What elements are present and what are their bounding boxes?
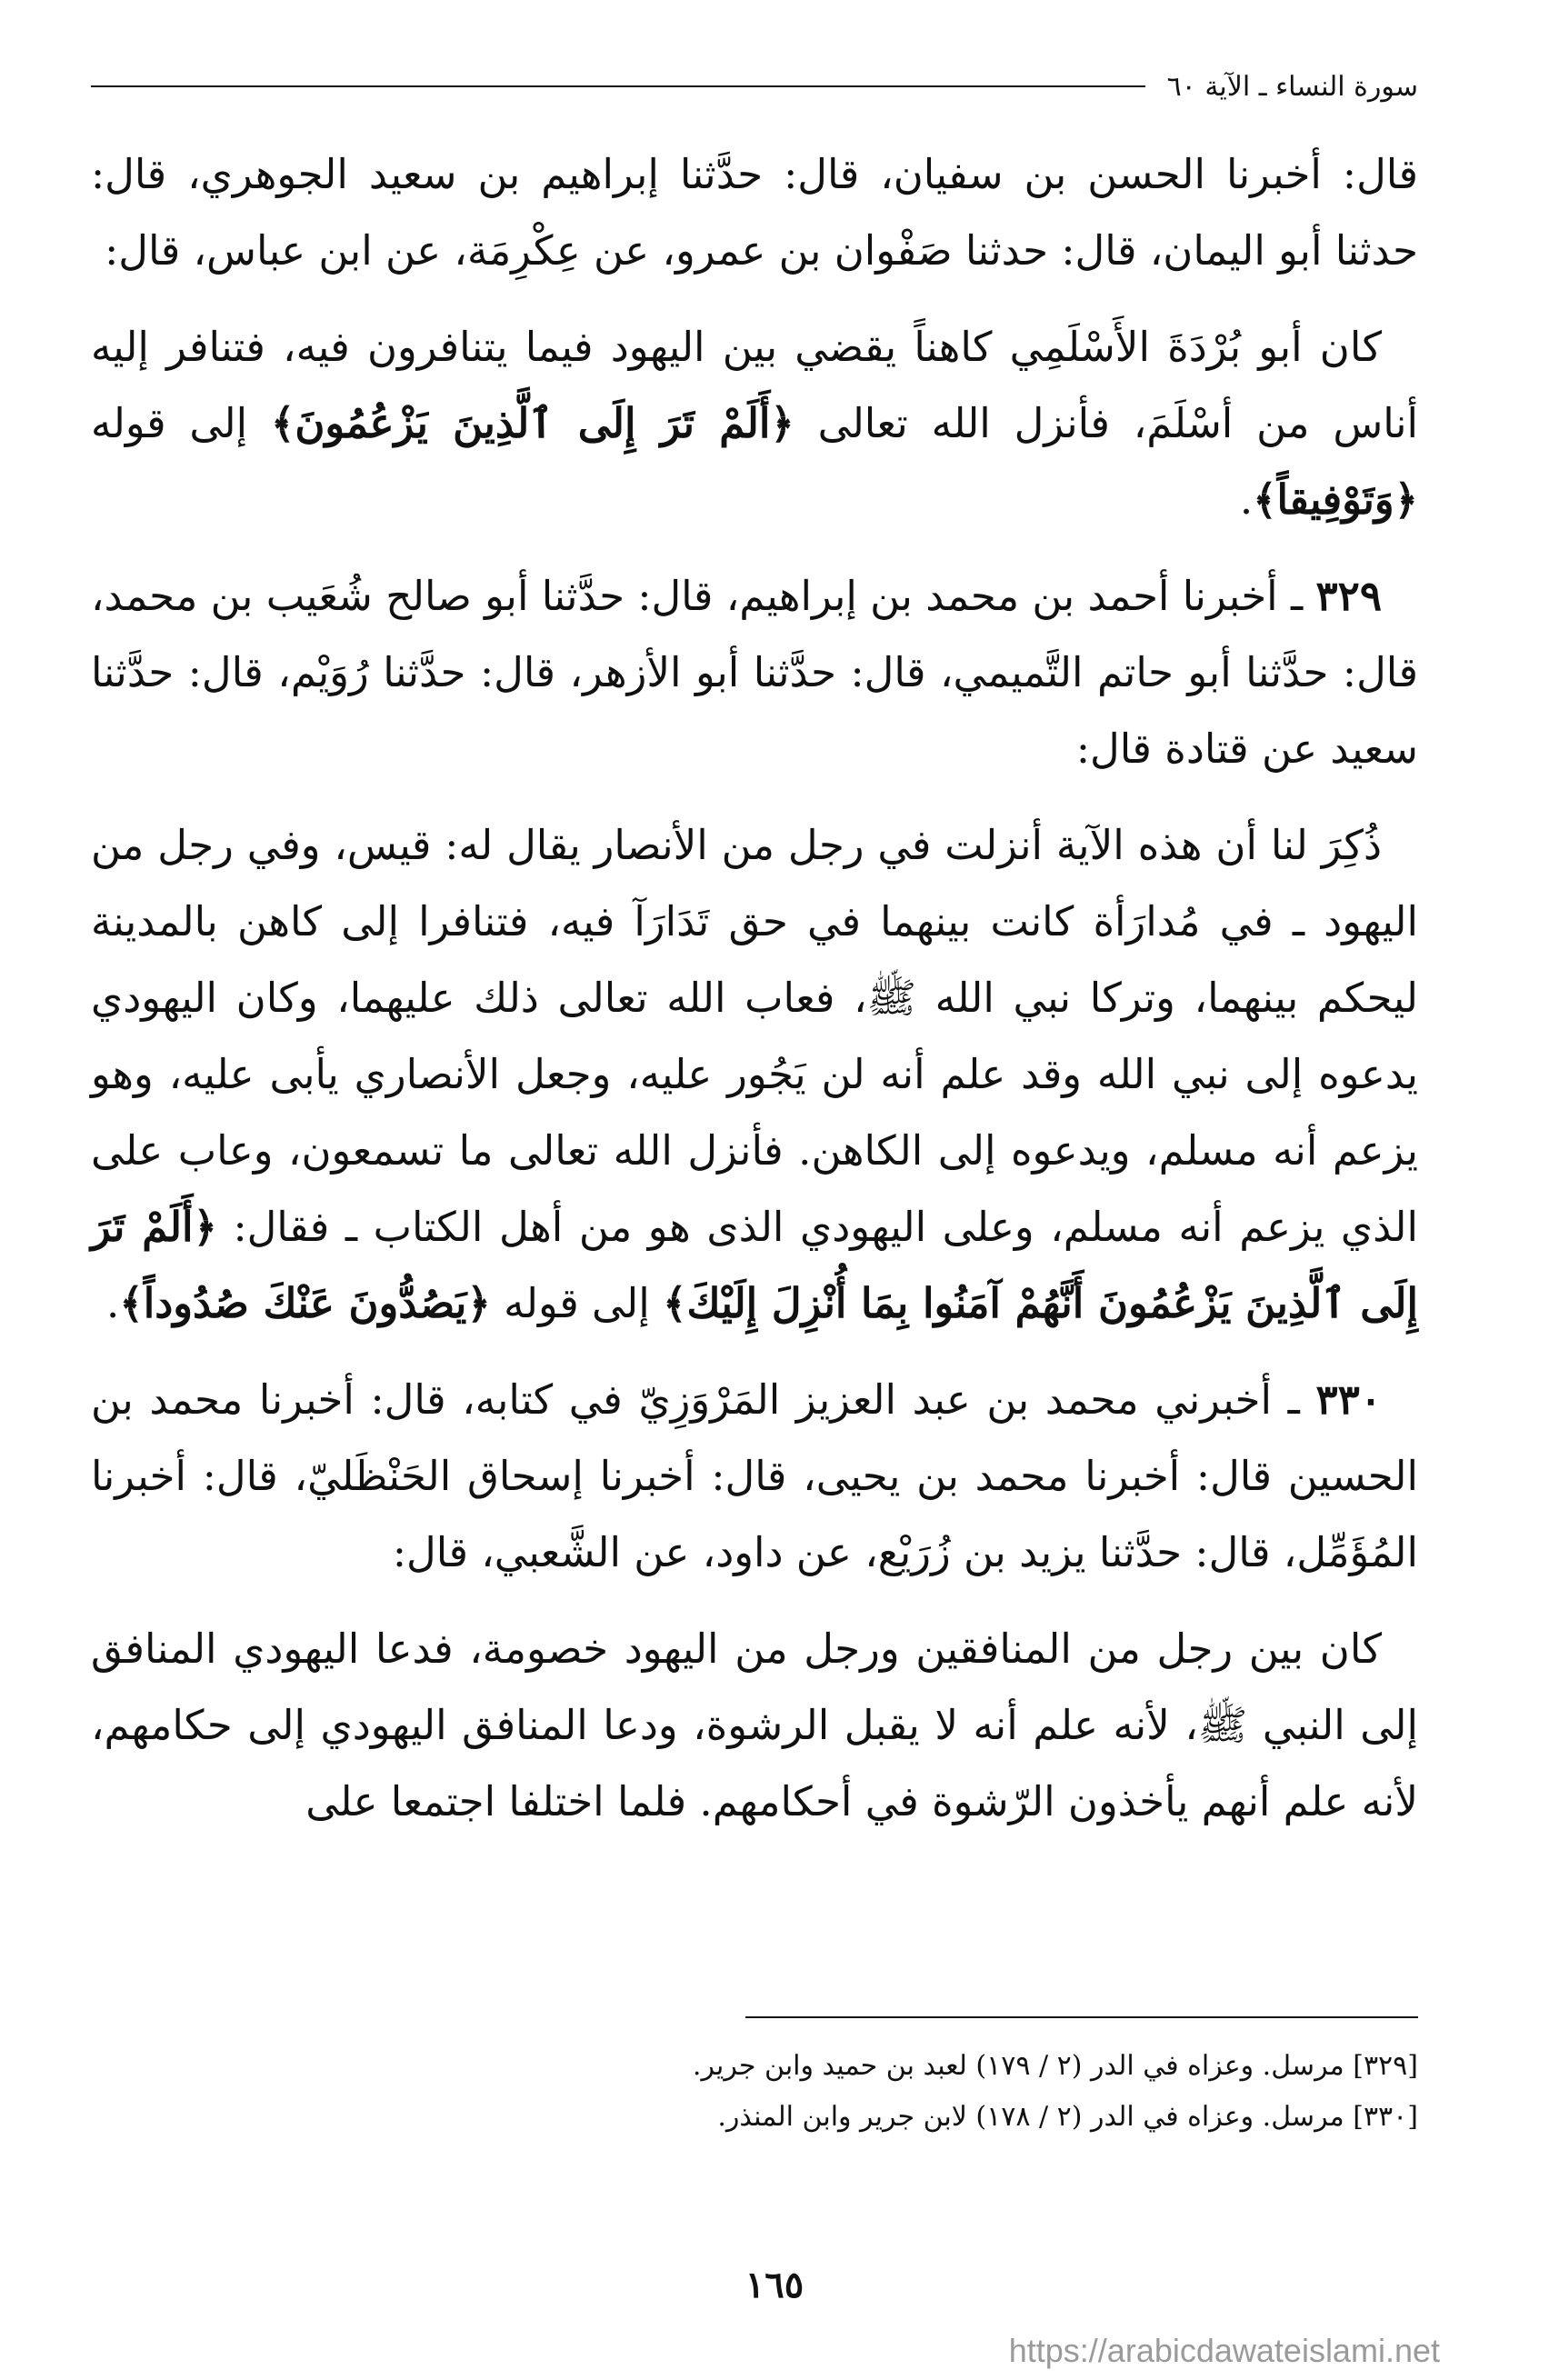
footnote-330: [٣٣٠] مرسل. وعزاه في الدر (٢ / ١٧٨) لابن جرير وابن المنذر. bbox=[717, 2101, 1418, 2133]
paragraph-isnad-1 bbox=[91, 136, 1418, 289]
isnad-text: ـ أخبرنا أحمد بن محمد بن إبراهيم، قال: حدَّثنا أبو صالح شُعَيب بن محمد، قال: حدَّثنا أبو حاتم التَّميمي، قال: حدَّثنا أبو الأزهر، قال: حدَّثنا رُوَيْم، قال: حدَّثنا سعيد عن قتادة قال: bbox=[91, 572, 1418, 773]
header-rule bbox=[91, 85, 1145, 87]
hadith-number: ٣٢٩ bbox=[1315, 572, 1382, 620]
footnote-rule bbox=[745, 2016, 1418, 2018]
isnad-text: قال: أخبرنا الحسن بن سفيان، قال: حدَّثنا إبراهيم بن سعيد الجوهري، قال: حدثنا أبو اليمان، قال: حدثنا صَفْوان بن عمرو، عن عِكْرِمَة، عن ابن عباس، قال: bbox=[91, 150, 1418, 275]
quran-quote: ﴿يَصُدُّونَ عَنْكَ صُدُوداً﴾ bbox=[119, 1279, 491, 1327]
paragraph-hadith-330 bbox=[91, 1362, 1418, 1591]
footnotes bbox=[91, 2041, 1418, 2143]
quran-quote: ﴿أَلَمْ تَرَ إِلَى ٱلَّذِينَ يَزْعُمُونَ أَنَّهُمْ آمَنُوا بِمَا أُنْزِلَ إِلَيْكَ﴾ bbox=[91, 1203, 1418, 1327]
narration-text: إلى قوله bbox=[91, 399, 248, 447]
running-header bbox=[91, 64, 1418, 109]
watermark-url: https://arabicdawateislami.net bbox=[1008, 2332, 1440, 2369]
running-title: سورة النساء ـ الآية ٦٠ bbox=[1166, 70, 1418, 103]
paragraph-narration-1 bbox=[91, 309, 1418, 538]
paragraph-hadith-329 bbox=[91, 558, 1418, 787]
paragraph-narration-2 bbox=[91, 807, 1418, 1342]
main-text bbox=[91, 136, 1418, 1860]
punctuation: . bbox=[106, 1279, 120, 1327]
narration-text: ذُكِرَ لنا أن هذه الآية أنزلت في رجل من الأنصار يقال له: قيس، وفي رجل من اليهود ـ في مُدارَأة كانت بينهما في حق تَدَارَآ فيه، فتنافرا إلى كاهن بالمدينة ليحكم بينهما، وتركا نبي الله ﷺ، فعاب الله تعالى ذلك عليهما، وكان اليهودي يدعوه إلى نبي الله وقد علم أنه لن يَجُور عليه، وجعل الأنصاري يأبى عليه، وهو يزعم أنه مسلم، ويدعوه إلى الكاهن. فأنزل الله تعالى ما تسمعون، وعاب على الذي يزعم أنه مسلم، وعلى اليهودي الذى هو من أهل الكتاب ـ فقال: bbox=[91, 821, 1418, 1251]
hadith-number: ٣٣٠ bbox=[1315, 1375, 1383, 1424]
footnote-329: [٣٢٩] مرسل. وعزاه في الدر (٢ / ١٧٩) لعبد بن حميد وابن جرير. bbox=[692, 2050, 1418, 2082]
isnad-text: ـ أخبرني محمد بن عبد العزيز المَرْوَزِيّ في كتابه، قال: أخبرنا محمد بن الحسين قال: أخبرنا محمد بن يحيى، قال: أخبرنا إسحاق الحَنْظَليّ، قال: أخبرنا المُؤَمِّل، قال: حدَّثنا يزيد بن زُرَيْع، عن داود، عن الشَّعبي، قال: bbox=[91, 1375, 1418, 1576]
quran-quote: ﴿أَلَمْ تَرَ إِلَى ٱلَّذِينَ يَزْعُمُونَ﴾ bbox=[271, 399, 794, 447]
narration-text: إلى قوله bbox=[504, 1279, 650, 1327]
paragraph-narration-3 bbox=[91, 1611, 1418, 1840]
narration-text: كان بين رجل من المنافقين ورجل من اليهود خصومة، فدعا اليهودي المنافق إلى النبي ﷺ، لأنه علم أنه لا يقبل الرشوة، ودعا المنافق اليهودي إلى حكامهم، لأنه علم أنهم يأخذون الرّشوة في أحكامهم. فلما اختلفا اجتمعا على bbox=[91, 1625, 1418, 1825]
punctuation: . bbox=[1239, 475, 1254, 524]
narration-text: كان أبو بُرْدَةَ الأَسْلَمِي كاهناً يقضي بين اليهود فيما يتنافرون فيه، فتنافر إليه أناس من أسْلَمَ، فأنزل الله تعالى bbox=[91, 323, 1418, 447]
page-number: ١٦٥ bbox=[745, 2264, 804, 2306]
quran-quote: ﴿وَتَوْفِيقاً﴾ bbox=[1253, 475, 1418, 524]
